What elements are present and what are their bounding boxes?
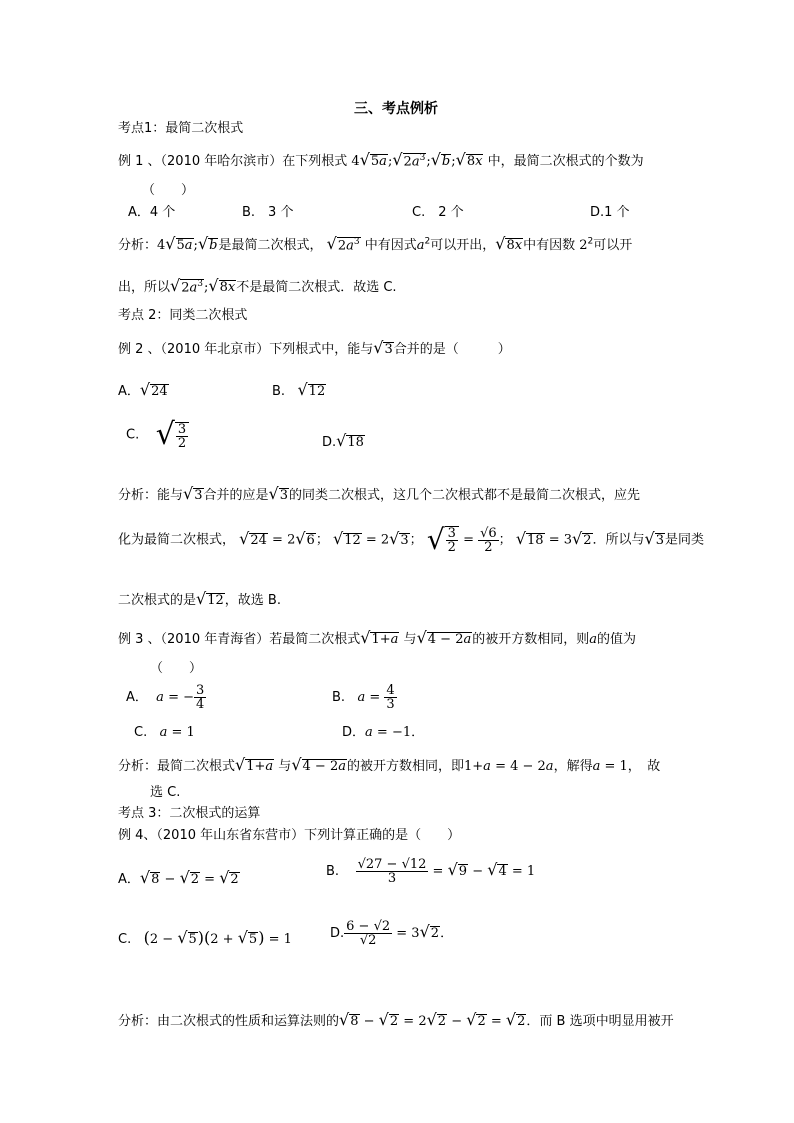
kp3-heading: 考点 3：二次根式的运算 <box>118 806 261 821</box>
ex1-option-c: C. 2 个 <box>412 205 464 220</box>
ex4-option-b: B. $\frac{√27 - √12}{3}$ = √ 9 − √ 4 = 1 <box>326 857 536 886</box>
page-title: 三、考点例析 <box>354 101 438 117</box>
ex3-paren: （ ） <box>150 661 203 676</box>
ex4-option-d: D. $\frac{6 - √2}{√2}$ = 3 √ 2 ． <box>330 919 454 948</box>
ex4-option-c: C. (2 − √ 5 )(2 + √ 5 ) = 1 <box>118 928 292 947</box>
ex1-question: 例 1 、（2010 年哈尔滨市）在下列根式 4 √ 5a ; √ $2a^3$ ; √ b ; √ 8x 中，最简二次根式的个数为 <box>118 150 644 169</box>
ex3-analysis-2: 选 C. <box>150 785 181 800</box>
ex2-analysis-2: 化为最简二次根式， √ 24 = 2 √ 6 ； √ 12 = 2 √ 3 ； √ $\frac{3}{2}$ = $\frac{√6}{2}$ ； √ 18 = 3 √ 2 ．所以与 √ 3 是同类 <box>118 523 705 556</box>
kp2-heading: 考点 2：同类二次根式 <box>118 308 248 323</box>
ex1-paren: （ ） <box>142 183 195 198</box>
ex3-question: 例 3 、（2010 年青海省）若最简二次根式 √ 1+a 与 √ 4 − 2a 的被开方数相同，则a的值为 <box>118 628 637 647</box>
ex4-analysis: 分析：由二次根式的性质和运算法则的 √ 8 − √ 2 = 2 √ 2 − √ 2 = √ 2 ．而 B 选项中明显用被开 <box>118 1010 674 1029</box>
ex3-option-b: B. a = $\frac{4}{3}$ <box>332 683 395 712</box>
ex1-option-d: D.1 个 <box>590 205 630 220</box>
ex2-option-a: A． √ 24 <box>118 380 168 399</box>
kp1-heading: 考点1：最简二次根式 <box>118 121 244 136</box>
ex2-question: 例 2 、（2010 年北京市）下列根式中，能与 √ 3 合并的是（ ） <box>118 338 511 357</box>
ex2-analysis-1: 分析：能与 √ 3 合并的应是 √ 3 的同类二次根式，这几个二次根式都不是最简二次根式，应先 <box>118 484 641 503</box>
ex2-option-c: C. √ $\frac{3}{2}$ <box>126 420 189 450</box>
ex1-option-b: B. 3 个 <box>242 205 294 220</box>
ex2-analysis-3: 二次根式的是 √ 12 ，故选 B. <box>118 589 281 608</box>
ex3-option-c: C. a = 1 <box>134 725 195 740</box>
ex4-question: 例 4、（2010 年山东省东营市）下列计算正确的是（ ） <box>118 828 461 843</box>
ex1-option-a: A．4 个 <box>128 205 176 220</box>
ex3-option-a: A． a = − $\frac{3}{4}$ <box>126 683 205 712</box>
ex2-option-d: D. √ 18 <box>322 431 364 450</box>
ex1-analysis-1: 分析：4 √ 5a ; √ b 是最简二次根式， √ $2a^3$ 中有因式$a^2$可以开出， √ 8x 中有因数 $2^2$可以开 <box>118 234 633 253</box>
ex3-option-d: D．a = −1． <box>342 725 425 740</box>
ex4-option-a: A． √ 8 − √ 2 = √ 2 <box>118 868 239 887</box>
ex2-option-b: B. √ 12 <box>272 380 326 399</box>
ex3-analysis-1: 分析：最简二次根式 √ 1+a 与 √ 4 − 2a 的被开方数相同，即1+a = 4 − 2a，解得a = 1， 故 <box>118 755 661 774</box>
ex1-analysis-2: 出，所以 √ $2a^3$ ; √ 8x 不是最简二次根式．故选 C. <box>118 276 397 295</box>
